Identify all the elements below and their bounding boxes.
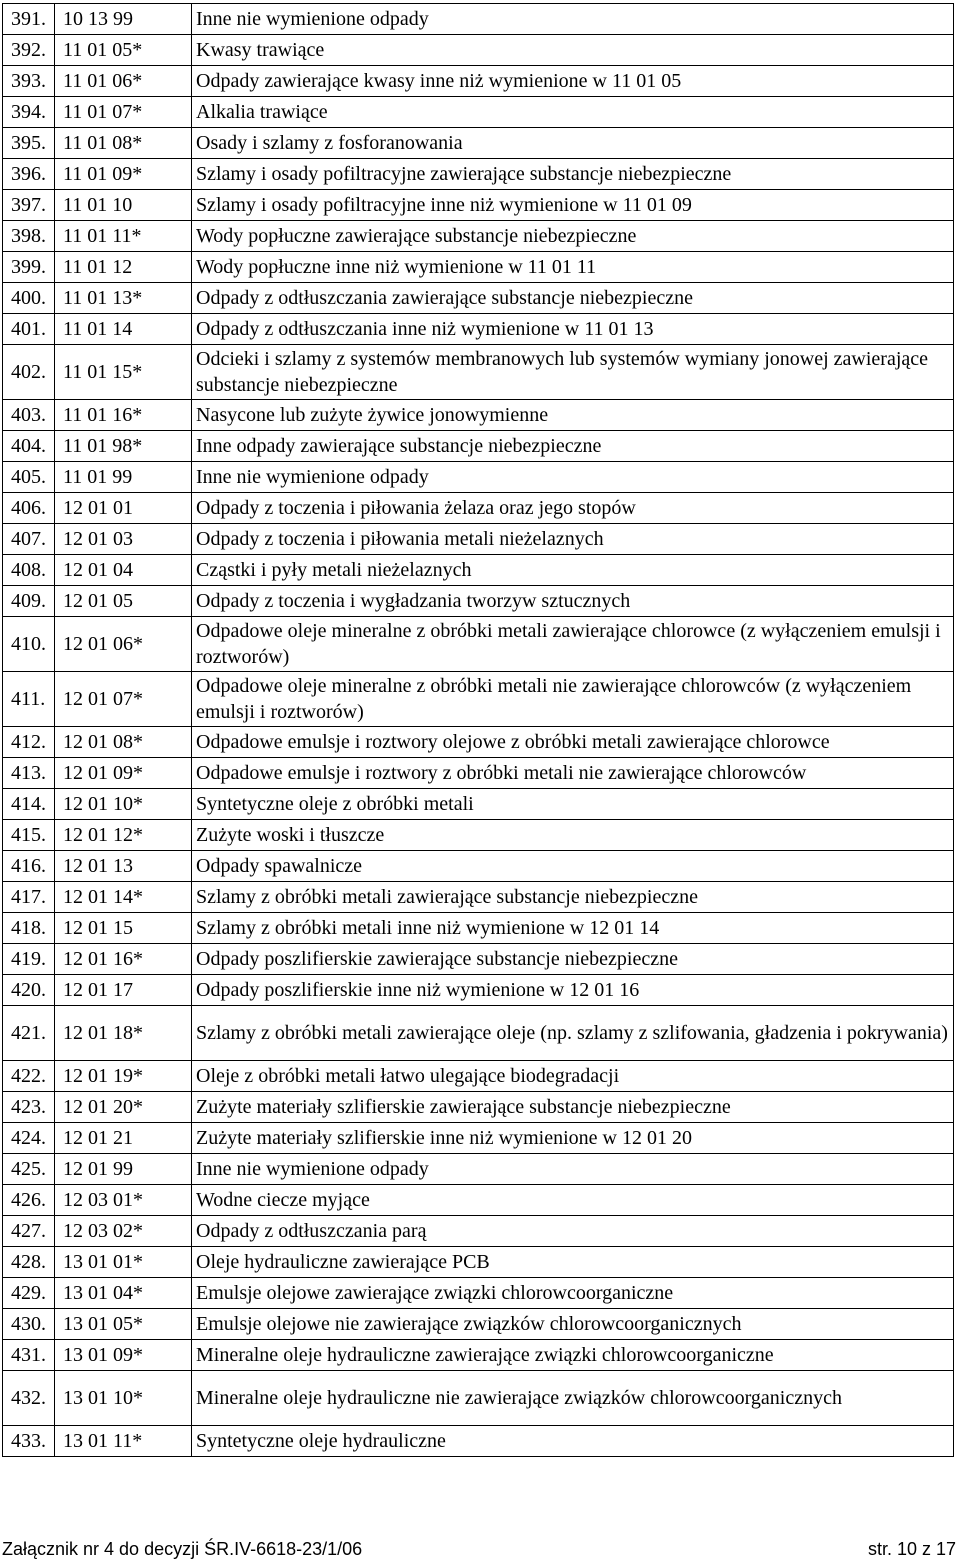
table-row — [3, 4, 954, 35]
waste-code-cell: 11 01 11* — [55, 221, 192, 252]
row-number-cell: 407. — [3, 524, 55, 555]
table-row — [3, 1123, 954, 1154]
table-row — [3, 758, 954, 789]
waste-code-cell: 13 01 11* — [55, 1426, 192, 1457]
waste-code-cell: 12 01 10* — [55, 789, 192, 820]
row-number-cell: 398. — [3, 221, 55, 252]
waste-description-cell: Emulsje olejowe zawierające związki chlorowcoorganiczne — [192, 1278, 954, 1309]
waste-code-cell: 11 01 16* — [55, 400, 192, 431]
waste-description-cell: Odpady z toczenia i piłowania metali nieżelaznych — [192, 524, 954, 555]
waste-code-cell: 12 03 02* — [55, 1216, 192, 1247]
waste-code-cell: 10 13 99 — [55, 4, 192, 35]
waste-code-cell: 11 01 09* — [55, 159, 192, 190]
waste-code-cell: 13 01 10* — [55, 1371, 192, 1426]
waste-description-cell: Mineralne oleje hydrauliczne zawierające związki chlorowcoorganiczne — [192, 1340, 954, 1371]
waste-description-cell: Syntetyczne oleje hydrauliczne — [192, 1426, 954, 1457]
waste-code-cell: 12 01 21 — [55, 1123, 192, 1154]
waste-code-table — [2, 3, 954, 1457]
waste-code-cell: 12 01 16* — [55, 944, 192, 975]
row-number-cell: 391. — [3, 4, 55, 35]
table-row — [3, 1426, 954, 1457]
row-number-cell: 428. — [3, 1247, 55, 1278]
waste-code-cell: 13 01 01* — [55, 1247, 192, 1278]
row-number-cell: 414. — [3, 789, 55, 820]
waste-description-cell: Odpady z odtłuszczania parą — [192, 1216, 954, 1247]
row-number-cell: 420. — [3, 975, 55, 1006]
waste-description-cell: Kwasy trawiące — [192, 35, 954, 66]
row-number-cell: 425. — [3, 1154, 55, 1185]
row-number-cell: 397. — [3, 190, 55, 221]
waste-code-cell: 12 03 01* — [55, 1185, 192, 1216]
row-number-cell: 399. — [3, 252, 55, 283]
table-row — [3, 314, 954, 345]
row-number-cell: 413. — [3, 758, 55, 789]
waste-description-cell: Oleje hydrauliczne zawierające PCB — [192, 1247, 954, 1278]
table-row — [3, 617, 954, 672]
table-row — [3, 672, 954, 727]
table-row — [3, 1185, 954, 1216]
row-number-cell: 406. — [3, 493, 55, 524]
waste-code-cell: 12 01 06* — [55, 617, 192, 672]
waste-description-cell: Szlamy z obróbki metali inne niż wymienione w 12 01 14 — [192, 913, 954, 944]
table-row — [3, 128, 954, 159]
waste-code-cell: 12 01 08* — [55, 727, 192, 758]
row-number-cell: 426. — [3, 1185, 55, 1216]
waste-description-cell: Mineralne oleje hydrauliczne nie zawierające związków chlorowcoorganicznych — [192, 1371, 954, 1426]
table-row — [3, 851, 954, 882]
waste-code-cell: 11 01 07* — [55, 97, 192, 128]
waste-code-cell: 12 01 19* — [55, 1061, 192, 1092]
waste-description-cell: Odpadowe oleje mineralne z obróbki metali zawierające chlorowce (z wyłączeniem emulsji i roztworów) — [192, 617, 954, 672]
waste-code-cell: 12 01 07* — [55, 672, 192, 727]
table-row — [3, 400, 954, 431]
table-row — [3, 1278, 954, 1309]
waste-code-cell: 11 01 06* — [55, 66, 192, 97]
row-number-cell: 394. — [3, 97, 55, 128]
waste-code-cell: 12 01 14* — [55, 882, 192, 913]
table-row — [3, 97, 954, 128]
waste-code-cell: 11 01 08* — [55, 128, 192, 159]
row-number-cell: 392. — [3, 35, 55, 66]
table-row — [3, 190, 954, 221]
waste-description-cell: Zużyte woski i tłuszcze — [192, 820, 954, 851]
waste-description-cell: Odcieki i szlamy z systemów membranowych lub systemów wymiany jonowej zawierające substancje niebezpieczne — [192, 345, 954, 400]
waste-code-cell: 11 01 13* — [55, 283, 192, 314]
waste-description-cell: Szlamy z obróbki metali zawierające substancje niebezpieczne — [192, 882, 954, 913]
table-row — [3, 462, 954, 493]
table-row — [3, 555, 954, 586]
waste-description-cell: Alkalia trawiące — [192, 97, 954, 128]
waste-description-cell: Odpady spawalnicze — [192, 851, 954, 882]
waste-description-cell: Odpadowe emulsje i roztwory z obróbki metali nie zawierające chlorowców — [192, 758, 954, 789]
waste-description-cell: Odpady poszlifierskie zawierające substancje niebezpieczne — [192, 944, 954, 975]
page-number: str. 10 z 17 — [867, 1539, 956, 1559]
row-number-cell: 423. — [3, 1092, 55, 1123]
waste-description-cell: Odpady poszlifierskie inne niż wymienione w 12 01 16 — [192, 975, 954, 1006]
table-row — [3, 1061, 954, 1092]
waste-code-cell: 12 01 13 — [55, 851, 192, 882]
row-number-cell: 401. — [3, 314, 55, 345]
table-row — [3, 727, 954, 758]
waste-description-cell: Nasycone lub zużyte żywice jonowymienne — [192, 400, 954, 431]
table-row — [3, 283, 954, 314]
waste-code-cell: 11 01 14 — [55, 314, 192, 345]
waste-code-cell: 11 01 15* — [55, 345, 192, 400]
waste-code-cell: 11 01 12 — [55, 252, 192, 283]
waste-description-cell: Wodne ciecze myjące — [192, 1185, 954, 1216]
waste-code-cell: 12 01 17 — [55, 975, 192, 1006]
table-row — [3, 345, 954, 400]
table-row — [3, 789, 954, 820]
row-number-cell: 427. — [3, 1216, 55, 1247]
waste-code-cell: 12 01 15 — [55, 913, 192, 944]
row-number-cell: 395. — [3, 128, 55, 159]
waste-code-cell: 12 01 05 — [55, 586, 192, 617]
waste-code-cell: 13 01 09* — [55, 1340, 192, 1371]
table-row — [3, 1154, 954, 1185]
table-row — [3, 913, 954, 944]
row-number-cell: 411. — [3, 672, 55, 727]
table-row — [3, 252, 954, 283]
waste-description-cell: Odpady z toczenia i wygładzania tworzyw sztucznych — [192, 586, 954, 617]
waste-description-cell: Emulsje olejowe nie zawierające związków chlorowcoorganicznych — [192, 1309, 954, 1340]
table-row — [3, 1309, 954, 1340]
table-row — [3, 1247, 954, 1278]
row-number-cell: 416. — [3, 851, 55, 882]
waste-description-cell: Osady i szlamy z fosforanowania — [192, 128, 954, 159]
waste-code-cell: 12 01 04 — [55, 555, 192, 586]
waste-description-cell: Inne nie wymienione odpady — [192, 462, 954, 493]
waste-code-cell: 11 01 99 — [55, 462, 192, 493]
table-row — [3, 493, 954, 524]
table-row — [3, 524, 954, 555]
table-body — [3, 4, 954, 1457]
row-number-cell: 396. — [3, 159, 55, 190]
waste-description-cell: Odpady z odtłuszczania inne niż wymienione w 11 01 13 — [192, 314, 954, 345]
waste-code-cell: 12 01 18* — [55, 1006, 192, 1061]
row-number-cell: 402. — [3, 345, 55, 400]
table-row — [3, 1340, 954, 1371]
waste-code-cell: 12 01 99 — [55, 1154, 192, 1185]
waste-description-cell: Inne nie wymienione odpady — [192, 4, 954, 35]
table-row — [3, 431, 954, 462]
waste-code-cell: 13 01 04* — [55, 1278, 192, 1309]
row-number-cell: 422. — [3, 1061, 55, 1092]
row-number-cell: 429. — [3, 1278, 55, 1309]
waste-description-cell: Syntetyczne oleje z obróbki metali — [192, 789, 954, 820]
table-row — [3, 1371, 954, 1426]
waste-description-cell: Zużyte materiały szlifierskie zawierające substancje niebezpieczne — [192, 1092, 954, 1123]
waste-description-cell: Cząstki i pyły metali nieżelaznych — [192, 555, 954, 586]
waste-description-cell: Odpady z toczenia i piłowania żelaza oraz jego stopów — [192, 493, 954, 524]
table-row — [3, 1092, 954, 1123]
waste-code-cell: 11 01 10 — [55, 190, 192, 221]
row-number-cell: 417. — [3, 882, 55, 913]
row-number-cell: 410. — [3, 617, 55, 672]
waste-description-cell: Odpadowe emulsje i roztwory olejowe z obróbki metali zawierające chlorowce — [192, 727, 954, 758]
annex-reference: Załącznik nr 4 do decyzji ŚR.IV-6618-23/1/06 — [2, 1539, 363, 1559]
row-number-cell: 405. — [3, 462, 55, 493]
table-row — [3, 159, 954, 190]
table-row — [3, 820, 954, 851]
row-number-cell: 403. — [3, 400, 55, 431]
row-number-cell: 409. — [3, 586, 55, 617]
waste-code-cell: 12 01 09* — [55, 758, 192, 789]
table-row — [3, 586, 954, 617]
row-number-cell: 432. — [3, 1371, 55, 1426]
waste-description-cell: Szlamy i osady pofiltracyjne zawierające substancje niebezpieczne — [192, 159, 954, 190]
row-number-cell: 415. — [3, 820, 55, 851]
table-row — [3, 1216, 954, 1247]
table-row — [3, 944, 954, 975]
table-row — [3, 975, 954, 1006]
waste-description-cell: Szlamy z obróbki metali zawierające oleje (np. szlamy z szlifowania, gładzenia i pokrywania) — [192, 1006, 954, 1061]
row-number-cell: 433. — [3, 1426, 55, 1457]
waste-description-cell: Szlamy i osady pofiltracyjne inne niż wymienione w 11 01 09 — [192, 190, 954, 221]
row-number-cell: 418. — [3, 913, 55, 944]
waste-code-cell: 12 01 03 — [55, 524, 192, 555]
waste-code-cell: 12 01 12* — [55, 820, 192, 851]
table-row — [3, 1006, 954, 1061]
waste-code-cell: 13 01 05* — [55, 1309, 192, 1340]
row-number-cell: 424. — [3, 1123, 55, 1154]
waste-code-cell: 12 01 01 — [55, 493, 192, 524]
table-row — [3, 35, 954, 66]
row-number-cell: 421. — [3, 1006, 55, 1061]
waste-description-cell: Inne nie wymienione odpady — [192, 1154, 954, 1185]
row-number-cell: 430. — [3, 1309, 55, 1340]
waste-description-cell: Odpady z odtłuszczania zawierające substancje niebezpieczne — [192, 283, 954, 314]
waste-description-cell: Odpady zawierające kwasy inne niż wymienione w 11 01 05 — [192, 66, 954, 97]
waste-description-cell: Odpadowe oleje mineralne z obróbki metali nie zawierające chlorowców (z wyłączeniem emulsji i roztworów) — [192, 672, 954, 727]
waste-description-cell: Wody popłuczne inne niż wymienione w 11 01 11 — [192, 252, 954, 283]
row-number-cell: 412. — [3, 727, 55, 758]
row-number-cell: 393. — [3, 66, 55, 97]
row-number-cell: 419. — [3, 944, 55, 975]
waste-description-cell: Inne odpady zawierające substancje niebezpieczne — [192, 431, 954, 462]
waste-description-cell: Oleje z obróbki metali łatwo ulegające biodegradacji — [192, 1061, 954, 1092]
row-number-cell: 408. — [3, 555, 55, 586]
table-row — [3, 66, 954, 97]
waste-description-cell: Zużyte materiały szlifierskie inne niż wymienione w 12 01 20 — [192, 1123, 954, 1154]
waste-code-cell: 11 01 98* — [55, 431, 192, 462]
waste-description-cell: Wody popłuczne zawierające substancje niebezpieczne — [192, 221, 954, 252]
row-number-cell: 404. — [3, 431, 55, 462]
waste-code-cell: 12 01 20* — [55, 1092, 192, 1123]
table-row — [3, 882, 954, 913]
row-number-cell: 431. — [3, 1340, 55, 1371]
table-row — [3, 221, 954, 252]
row-number-cell: 400. — [3, 283, 55, 314]
waste-code-cell: 11 01 05* — [55, 35, 192, 66]
